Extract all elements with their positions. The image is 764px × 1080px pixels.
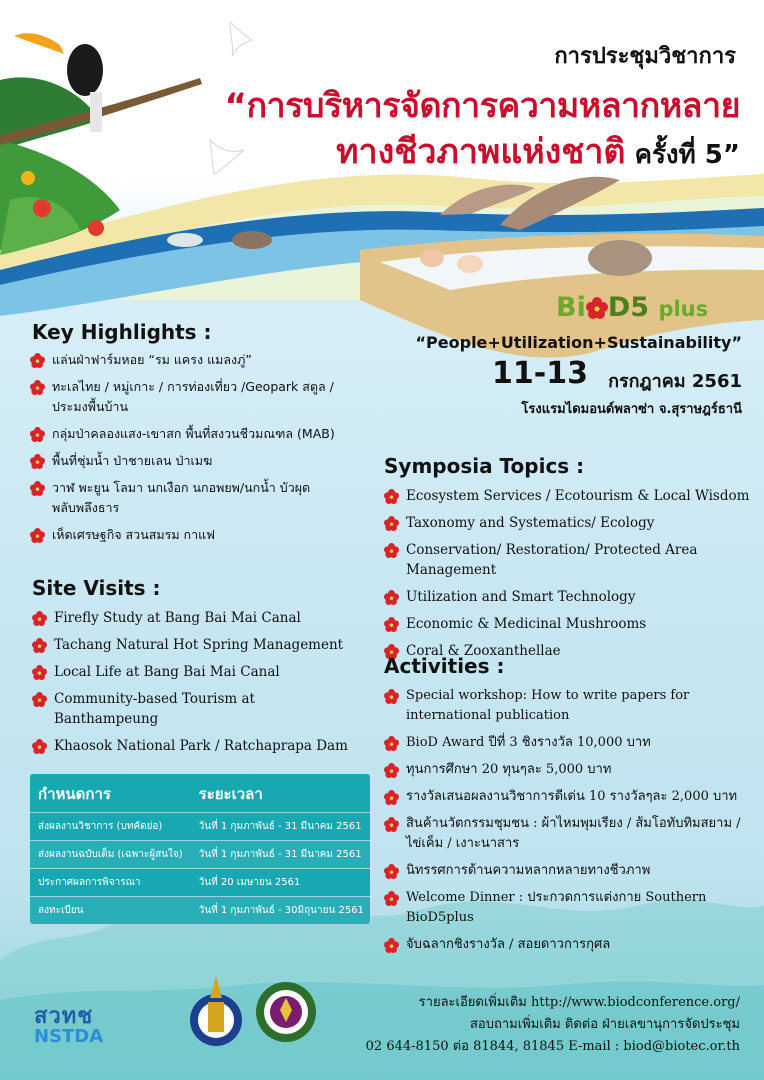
list-item-text: Special workshop: How to write papers for international publication bbox=[406, 688, 690, 723]
key-highlights-title: Key Highlights : bbox=[32, 320, 212, 344]
list-item-text: Welcome Dinner : ประกวดการแต่งกาย Southern BioD5plus bbox=[406, 890, 707, 925]
schedule-header-period: ระยะเวลา bbox=[198, 785, 263, 803]
nstda-en-text: NSTDA bbox=[34, 1026, 104, 1047]
nstda-logo bbox=[34, 1006, 103, 1046]
flower-bullet-icon bbox=[384, 617, 399, 632]
brand-prefix: Bi bbox=[556, 292, 586, 323]
flower-bullet-icon bbox=[30, 427, 45, 442]
table-row bbox=[30, 869, 372, 897]
contact-website[interactable]: รายละเอียดเพิ่มเติม http://www.biodconference.org/ bbox=[418, 995, 740, 1010]
list-item-text: พื้นที่ชุ่มน้ำ ป่าชายเลน ป่าเมฆ bbox=[52, 453, 213, 468]
conference-label: การประชุมวิชาการ bbox=[554, 44, 736, 69]
list-item bbox=[384, 513, 754, 533]
contact-info bbox=[366, 992, 740, 1058]
flower-bullet-icon bbox=[384, 489, 399, 504]
list-item bbox=[384, 587, 754, 607]
list-item-text: Ecosystem Services / Ecotourism & Local Wisdom bbox=[406, 488, 750, 504]
flower-bullet-icon bbox=[30, 454, 45, 469]
activities-list bbox=[384, 686, 754, 962]
flower-bullet-icon bbox=[384, 736, 399, 751]
list-item-text: Community-based Tourism at Banthampeung bbox=[54, 691, 255, 727]
list-item bbox=[384, 614, 754, 634]
list-item-text: ทะเลไทย / หมู่เกาะ / การท่องเที่ยว /Geopark สตูล / ประมงพื้นบ้าน bbox=[52, 379, 334, 414]
list-item-text: Firefly Study at Bang Bai Mai Canal bbox=[54, 610, 301, 626]
flower-bullet-icon bbox=[32, 692, 47, 707]
flower-bullet-icon bbox=[384, 817, 399, 832]
flower-bullet-icon bbox=[384, 516, 399, 531]
tagline: “People+Utilization+Sustainability” bbox=[415, 333, 742, 352]
flower-bullet-icon bbox=[32, 665, 47, 680]
flower-bullet-icon bbox=[32, 611, 47, 626]
list-item bbox=[384, 888, 754, 928]
schedule-event-cell: ประกาศผลการพิจารณา bbox=[30, 869, 191, 897]
schedule-event-cell: ส่งผลงานฉบับเต็ม (เฉพาะผู้สนใจ) bbox=[30, 841, 191, 869]
schedule-body bbox=[30, 813, 372, 925]
list-item-text: นิทรรศการด้านความหลากหลายทางชีวภาพ bbox=[406, 863, 651, 878]
list-item bbox=[384, 935, 754, 955]
title-line-2-main: ทางชีวภาพแห่งชาติ bbox=[336, 132, 626, 172]
schedule-event-cell: ส่งผลงานวิชาการ (บทคัดย่อ) bbox=[30, 813, 191, 841]
list-item bbox=[30, 424, 350, 444]
schedule-header-event: กำหนดการ bbox=[38, 785, 111, 803]
site-visits-title: Site Visits : bbox=[32, 576, 161, 600]
list-item-text: แล่นฝ่าฟาร์มหอย “รม แครง แมลงภู่” bbox=[52, 352, 252, 367]
brand-plus: plus bbox=[658, 297, 709, 321]
list-item-text: Economic & Medicinal Mushrooms bbox=[406, 616, 647, 632]
list-item bbox=[32, 635, 362, 655]
list-item bbox=[32, 689, 362, 729]
list-item-text: สินค้านวัตกรรมชุมชน : ผ้าไหมพุมเรียง / ส้มโอทับทิมสยาม / ไข่เค็ม / เงาะนาสาร bbox=[406, 816, 741, 851]
schedule-table bbox=[30, 774, 370, 924]
psu-university-emblem bbox=[188, 972, 244, 1052]
list-item-text: วาฬ พะยูน โลมา นกเงือก นกอพยพ/นกน้ำ บัวผุด พลับพลึงธาร bbox=[52, 480, 311, 515]
flower-bullet-icon bbox=[30, 353, 45, 368]
list-item bbox=[30, 377, 350, 417]
list-item bbox=[30, 525, 350, 545]
list-item-text: Conservation/ Restoration/ Protected Area Management bbox=[406, 542, 698, 578]
list-item bbox=[30, 451, 350, 471]
list-item-text: Khaosok National Park / Ratchaprapa Dam bbox=[54, 738, 348, 754]
list-item-text: Tachang Natural Hot Spring Management bbox=[54, 637, 344, 653]
venue: โรงแรมไดมอนด์พลาซ่า จ.สุราษฎร์ธานี bbox=[521, 402, 742, 417]
list-item-text: กลุ่มป่าคลองแสง-เขาสก พื้นที่สงวนชีวมณฑล (MAB) bbox=[52, 426, 335, 441]
schedule-period-cell: วันที่ 1 กุมภาพันธ์ - 31 มีนาคม 2561 bbox=[191, 813, 372, 841]
contact-phone-email[interactable]: 02 644-8150 ต่อ 81844, 81845 E-mail : biod@biotec.or.th bbox=[365, 1039, 740, 1054]
flower-bullet-icon bbox=[30, 528, 45, 543]
list-item-text: รางวัลเสนอผลงานวิชาการดีเด่น 10 รางวัลๆละ 2,000 บาท bbox=[406, 789, 738, 804]
schedule-event-cell: ลงทะเบียน bbox=[30, 897, 191, 925]
schedule-period-cell: วันที่ 1 กุมภาพันธ์ - 31 มีนาคม 2561 bbox=[191, 841, 372, 869]
symposia-topics-title: Symposia Topics : bbox=[384, 454, 585, 478]
flower-bullet-icon bbox=[384, 590, 399, 605]
brand-d5: D5 bbox=[607, 292, 650, 323]
list-item bbox=[384, 686, 754, 726]
list-item bbox=[32, 662, 362, 682]
flower-bullet-icon bbox=[32, 739, 47, 754]
biod5plus-logo bbox=[556, 292, 708, 323]
flower-bullet-icon bbox=[384, 763, 399, 778]
list-item-text: BioD Award ปีที่ 3 ชิงรางวัล 10,000 บาท bbox=[406, 735, 651, 750]
rajabhat-university-emblem bbox=[256, 976, 316, 1048]
flower-bullet-icon bbox=[384, 938, 399, 953]
list-item-text: Local Life at Bang Bai Mai Canal bbox=[54, 664, 280, 680]
list-item bbox=[384, 861, 754, 881]
table-row bbox=[30, 813, 372, 841]
flower-bullet-icon bbox=[32, 638, 47, 653]
activities-title: Activities : bbox=[384, 654, 505, 678]
list-item bbox=[30, 350, 350, 370]
list-item bbox=[384, 787, 754, 807]
event-days: 11-13 bbox=[492, 356, 588, 391]
schedule-period-cell: วันที่ 20 เมษายน 2561 bbox=[191, 869, 372, 897]
list-item bbox=[384, 733, 754, 753]
flower-bullet-icon bbox=[384, 864, 399, 879]
flower-bullet-icon bbox=[30, 380, 45, 395]
contact-secretariat: สอบถามเพิ่มเติม ติดต่อ ฝ่ายเลขานุการจัดประชุม bbox=[469, 1017, 740, 1032]
flower-icon bbox=[586, 297, 608, 319]
flower-bullet-icon bbox=[384, 689, 399, 704]
flower-bullet-icon bbox=[384, 790, 399, 805]
list-item-text: Coral & Zooxanthellae bbox=[406, 643, 561, 659]
list-item bbox=[384, 814, 754, 854]
list-item bbox=[384, 540, 754, 580]
list-item-text: ทุนการศึกษา 20 ทุนๆละ 5,000 บาท bbox=[406, 762, 612, 777]
list-item bbox=[384, 760, 754, 780]
list-item-text: เห็ดเศรษฐกิจ สวนสมรม กาแฟ bbox=[52, 527, 216, 542]
list-item-text: จับฉลากชิงรางวัล / สอยดาวการกุศล bbox=[406, 937, 611, 952]
list-item bbox=[32, 608, 362, 628]
nstda-thai-text: สวทช bbox=[34, 1004, 94, 1029]
table-row bbox=[30, 897, 372, 925]
schedule-period-cell: วันที่ 1 กุมภาพันธ์ - 30มิถุนายน 2561 bbox=[191, 897, 372, 925]
list-item bbox=[32, 736, 362, 756]
title-line-2-tail: ครั้งที่ 5” bbox=[625, 140, 740, 170]
list-item bbox=[30, 478, 350, 518]
symposia-topics-list bbox=[384, 486, 754, 668]
flower-bullet-icon bbox=[384, 543, 399, 558]
list-item-text: Utilization and Smart Technology bbox=[406, 589, 636, 605]
site-visits-list bbox=[32, 608, 362, 763]
event-month: กรกฎาคม 2561 bbox=[608, 371, 742, 392]
table-row bbox=[30, 841, 372, 869]
flower-bullet-icon bbox=[30, 481, 45, 496]
title-line-1: “การบริหารจัดการความหลากหลาย bbox=[224, 86, 740, 126]
list-item-text: Taxonomy and Systematics/ Ecology bbox=[406, 515, 655, 531]
list-item bbox=[384, 486, 754, 506]
flower-bullet-icon bbox=[384, 891, 399, 906]
key-highlights-list bbox=[30, 350, 350, 552]
title-line-2 bbox=[336, 124, 740, 178]
